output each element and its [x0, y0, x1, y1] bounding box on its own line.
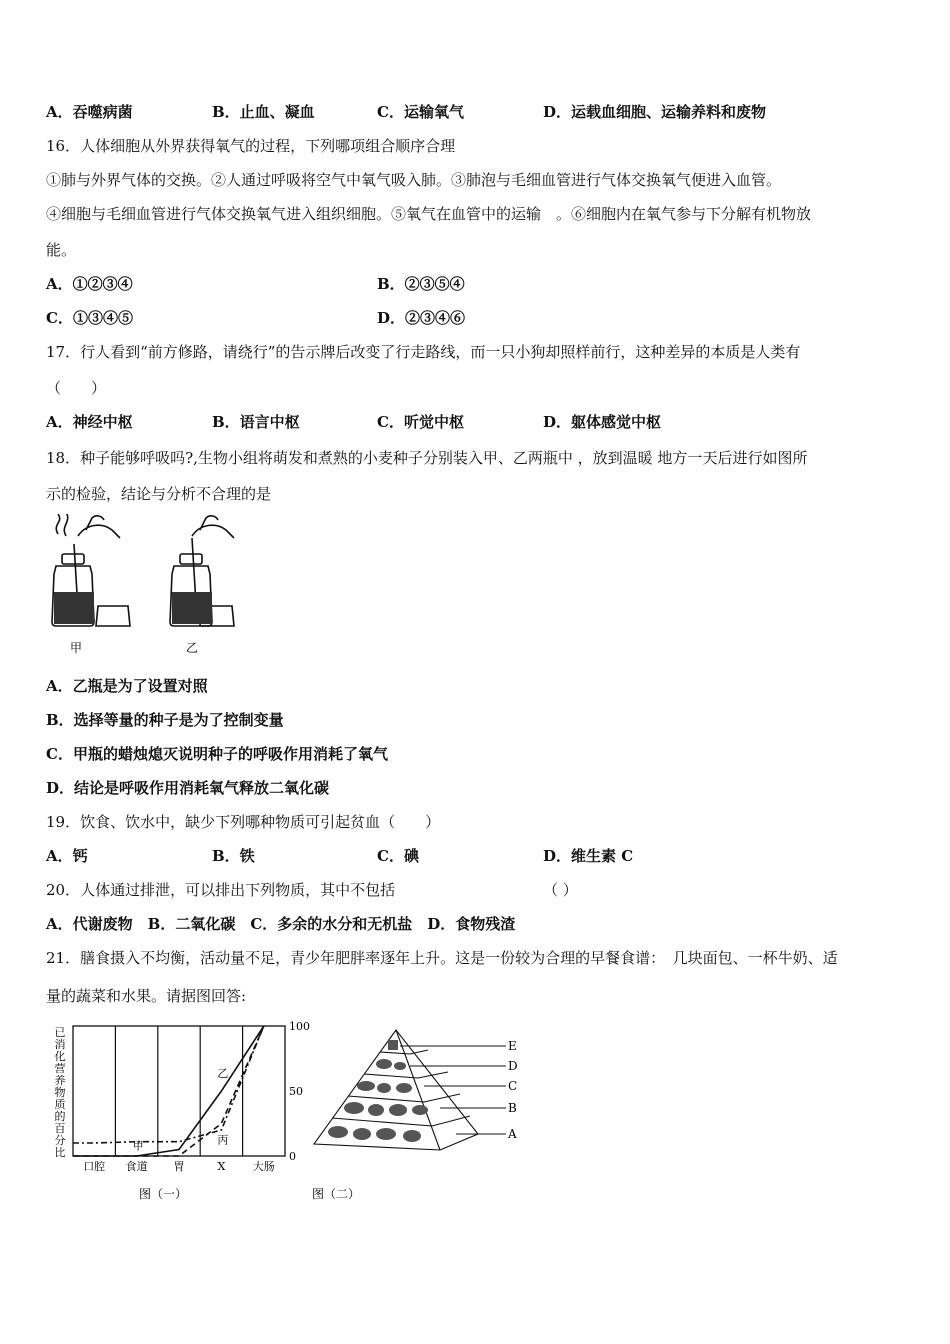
- q16-stem: 16．人体细胞从外界获得氧气的过程，下列哪项组合顺序合理: [46, 137, 456, 155]
- q17-option-d[interactable]: D．躯体感觉中枢: [543, 413, 662, 431]
- x-tick-label: X: [217, 1160, 226, 1173]
- q17-option-a[interactable]: A．神经中枢: [46, 413, 133, 431]
- q15-option-c[interactable]: C．运输氧气: [377, 103, 464, 121]
- q20-options[interactable]: A．代谢废物 B．二氧化碳 C．多余的水分和无机盐 D．食物残渣: [46, 915, 516, 933]
- pyramid-title: 图（二）: [312, 1187, 361, 1201]
- food-icon-fruit: [344, 1102, 364, 1114]
- q16-option-c[interactable]: C．①③④⑤: [46, 309, 133, 327]
- q18-stem-line2: 示的检验，结论与分析不合理的是: [46, 485, 272, 503]
- q16-option-b[interactable]: B．②③⑤④: [377, 275, 465, 293]
- q19-option-c[interactable]: C．碘: [377, 847, 419, 865]
- q17-paren: （ ）: [46, 379, 107, 397]
- q19-option-a[interactable]: A．钙: [46, 847, 88, 865]
- food-icon-oil: [388, 1040, 398, 1050]
- ylabel-char: 化: [54, 1050, 66, 1063]
- q15-option-a[interactable]: A．吞噬病菌: [46, 103, 133, 121]
- q19-option-b[interactable]: B．铁: [212, 847, 255, 865]
- series-line: [73, 1026, 264, 1156]
- q17-option-b[interactable]: B．语言中枢: [212, 413, 300, 431]
- series-line: [73, 1026, 264, 1143]
- pyramid-label-d: D: [508, 1059, 518, 1073]
- food-icon-dairy: [376, 1059, 392, 1069]
- ylabel-char: 质: [54, 1098, 66, 1111]
- q19-stem: 19．饮食、饮水中，缺少下列哪种物质可引起贫血（ ）: [46, 813, 441, 831]
- ylabel-char: 已: [54, 1026, 66, 1039]
- x-tick-label: 口腔: [83, 1160, 106, 1173]
- series-label: 甲: [132, 1139, 144, 1153]
- ylabel-char: 分: [54, 1134, 66, 1147]
- chart-title: 图（一）: [138, 1187, 188, 1201]
- pyramid-label-c: C: [508, 1079, 518, 1093]
- y-tick-label: 0: [289, 1150, 296, 1163]
- q18-option-b[interactable]: B．选择等量的种子是为了控制变量: [46, 711, 284, 729]
- seeds-yi: [172, 592, 212, 624]
- x-tick-label: 食道: [125, 1160, 148, 1173]
- q18-option-a[interactable]: A．乙瓶是为了设置对照: [46, 677, 208, 695]
- q16-text-line2: ④细胞与毛细血管进行气体交换氧气进入组织细胞。⑤氧气在血管中的运输 。⑥细胞内在氧气参与下分解有机物放: [46, 205, 812, 223]
- ylabel-char: 比: [54, 1146, 66, 1159]
- q18-option-d[interactable]: D．结论是呼吸作用消耗氧气释放二氧化碳: [46, 779, 330, 797]
- q17-option-c[interactable]: C．听觉中枢: [377, 413, 464, 431]
- q19-option-d[interactable]: D．维生素 C: [543, 847, 634, 865]
- food-pyramid-figure: [300, 1024, 540, 1208]
- food-icon-meat: [357, 1081, 375, 1091]
- q20-stem: 20．人体通过排泄，可以排出下列物质，其中不包括: [46, 881, 396, 899]
- q15-option-b[interactable]: B．止血、凝血: [212, 103, 315, 121]
- jar-label-jia: 甲: [69, 641, 83, 655]
- q18-stem-line1: 18．种子能够呼吸吗?,生物小组将萌发和煮熟的小麦种子分别装入甲、乙两瓶中 ，放到温暖 地方一天后进行如图所: [46, 449, 808, 467]
- ylabel-char: 养: [54, 1074, 66, 1087]
- q18-option-c[interactable]: C．甲瓶的蜡烛熄灭说明种子的呼吸作用消耗了氧气: [46, 745, 388, 763]
- q15-option-d[interactable]: D．运载血细胞、运输养料和废物: [543, 103, 767, 121]
- pyramid-label-e: E: [508, 1039, 517, 1053]
- seed-jar-figure: [40, 514, 240, 660]
- q21-stem-line1: 21．膳食摄入不均衡，活动量不足，青少年肥胖率逐年上升。这是一份较为合理的早餐食谱： 几块面包、一杯牛奶、适: [46, 949, 838, 967]
- q16-option-a[interactable]: A．①②③④: [46, 275, 133, 293]
- x-tick-label: 胃: [173, 1160, 185, 1173]
- jar-label-yi: 乙: [185, 641, 199, 655]
- q16-text-line3: 能。: [46, 241, 77, 259]
- chart-ylabel: [55, 1026, 66, 1159]
- q20-paren: （ ）: [543, 881, 578, 899]
- ylabel-char: 营: [54, 1062, 66, 1075]
- ylabel-char: 的: [54, 1110, 66, 1123]
- y-tick-label: 50: [289, 1085, 303, 1098]
- ylabel-char: 物: [54, 1086, 66, 1099]
- series-label: 乙: [217, 1067, 229, 1080]
- x-tick-label: 大肠: [252, 1160, 275, 1173]
- q17-stem: 17．行人看到“前方修路，请绕行”的告示牌后改变了行走路线，而一只小狗却照样前行，这种差异的本质是人类有: [46, 343, 801, 361]
- digestion-chart: [48, 1016, 318, 1206]
- q21-stem-line2: 量的蔬菜和水果。请据图回答:: [46, 987, 247, 1005]
- food-icon-grain: [328, 1126, 348, 1138]
- q16-option-d[interactable]: D．②③④⑥: [377, 309, 466, 327]
- pyramid-label-a: A: [508, 1127, 517, 1141]
- ylabel-char: 消: [54, 1038, 66, 1051]
- y-tick-label: 100: [289, 1020, 310, 1033]
- chart-frame: [73, 1026, 285, 1156]
- ylabel-char: 百: [54, 1122, 66, 1135]
- pyramid-label-b: B: [508, 1101, 517, 1115]
- seeds-jia: [54, 592, 94, 624]
- series-label: 丙: [217, 1133, 229, 1147]
- q16-text-line1: ①肺与外界气体的交换。②人通过呼吸将空气中氧气吸入肺。③肺泡与毛细血管进行气体交换氧气便进入血管。: [46, 171, 782, 189]
